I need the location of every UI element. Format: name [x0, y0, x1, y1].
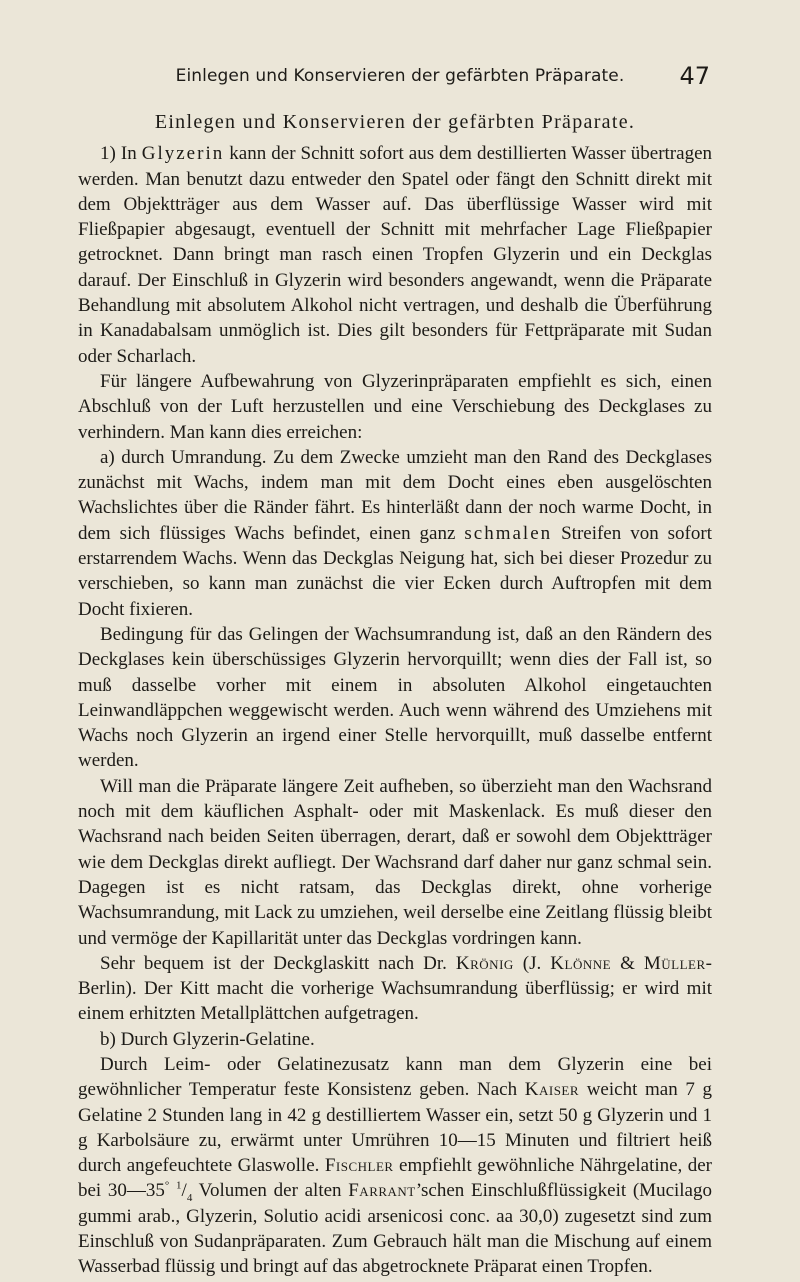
- paragraph-lack: Will man die Präparate längere Zeit aufheben, so überzieht man den Wachsrand noch mit dem käuflichen Asphalt- oder mit Maskenlack. Es muß dieser den Wachsrand nach beiden Seiten überragen, derart, daß er sowohl dem Objektträger wie dem Deckglas direkt aufliegt. Der Wachsrand darf daher nur ganz schmal sein. Dagegen ist es nicht ratsam, das Deckglas direkt, ohne vorherige Wachsumrandung, mit Lack zu umziehen, weil derselbe eine Zeitlang flüssig bleibt und vermöge der Kapillarität unter das Deckglas vordringen kann.: [78, 775, 712, 949]
- author-name: Farrant: [348, 1180, 416, 1202]
- fraction-denominator: 4: [186, 1192, 193, 1205]
- paragraph-glyzerin: [78, 141, 712, 369]
- author-name: Müller: [643, 952, 706, 974]
- section-title: Einlegen und Konservieren der gefärbten Präparate.: [154, 111, 636, 133]
- author-name: Krönig: [455, 952, 514, 974]
- paragraph-gelatine: Durch Leim- oder Gelatinezusatz kann man dem Glyzerin eine bei gewöhnlicher Temperatur feste Konsistenz geben. Nach Kaiser weicht man 7 g Gelatine 2 Stunden lang in 42 g destilliertem Wasser ein, setzt 50 g Glyzerin und 1 g Karbolsäure zu, erwärmt unter Umrühren 10—15 Minuten und filtriert heiß durch angefeuchtete Glaswolle. Fischler empfiehlt gewöhnliche Nährgelatine, der bei 30—35° $^1/_4$ Volumen der alten Farrant’schen Einschlußflüssigkeit (Mucilago gummi arab., Glyzerin, Solutio acidi arsenicosi conc. aa 30,0) zugesetzt sind zum Einschluß von Sudanpräparaten. Zum Gebrauch hält man die Mischung auf einem Wasserbad flüssig und bringt auf das abgetrocknete Präparat einen Tropfen.: [78, 1053, 713, 1278]
- paragraph-text: weicht man 7 g Gelatine 2 Stunden lang in 42 g destilliertem Wasser ein, setzt 50 g Glyzerin und 1 g Karbolsäure zu, erwärmt unter Umrühren 10—15 Minuten und filtriert heiß durch angefeuchtete Glaswolle.: [78, 1079, 713, 1177]
- author-name: Kaiser: [524, 1079, 580, 1101]
- paragraph-text: (J.: [513, 952, 551, 974]
- degree-sign: °: [164, 1180, 170, 1193]
- fraction-numerator: 1: [176, 1180, 182, 1193]
- emphasized-term: schmalen: [464, 522, 553, 544]
- paragraph-text: -Berlin). Der Kitt macht die vorherige Wachsumrandung überflüssig; er wird mit einem erhitzten Metallplättchen aufgetragen.: [78, 952, 712, 1025]
- paragraph-bedingung: Bedingung für das Gelingen der Wachsumrandung ist, daß an den Rändern des Deckglases kein überschüssiges Glyzerin hervorquillt; wenn dies der Fall ist, so muß dasselbe vorher mit einem in absoluten Alkohol eingetauchten Leinwandläppchen weggewischt werden. Auch wenn während des Umziehens mit Wachs noch Glyzerin an irgend einer Stelle hervorquillt, muß dasselbe entfernt werden.: [78, 623, 712, 772]
- paragraph-text: 1) In: [100, 143, 142, 165]
- page-number: 47: [679, 62, 710, 90]
- paragraph-text: ’schen Einschlußflüssigkeit (Mucilago gummi arab., Glyzerin, Solutio acidi arsenicosi conc. aa 30,0) zugesetzt sind zum Einschluß von Sudanpräparaten. Zum Gebrauch hält man die Mischung auf einem Wasserbad flüssig und bringt auf das abgetrocknete Präparat einen Tropfen.: [78, 1180, 712, 1278]
- paragraph-text: empfiehlt gewöhnliche Nährgelatine, der bei 30—35: [78, 1155, 712, 1202]
- paragraph-aufbewahrung: Für längere Aufbewahrung von Glyzerinpräparaten empfiehlt es sich, einen Abschluß von der Luft herzustellen und eine Verschiebung des Deckglases zu verhindern. Man kann dies erreichen:: [78, 370, 712, 443]
- page-header: [150, 62, 710, 96]
- paragraph-deckglaskitt: [78, 951, 712, 1027]
- paragraph-text: Volumen der alten: [192, 1180, 349, 1202]
- paragraph-text: kann der Schnitt sofort aus dem destillierten Wasser übertragen werden. Man benutzt dazu entweder den Spatel oder fängt den Schnitt direkt mit dem Objektträger aus dem Wasser auf. Das überflüssige Wasser wird mit Fließpapier abgesaugt, eventuell der Schnitt mit mehrfacher Lage Fließpapier getrocknet. Dann bringt man rasch einen Tropfen Glyzerin und ein Deckglas darauf. Der Einschluß in Glyzerin wird besonders angewandt, wenn die Präparate Behandlung mit absolutem Alkohol nicht vertragen, und deshalb die Überführung in Kanadabalsam unmöglich ist. Dies gilt besonders für Fettpräparate mit Sudan oder Scharlach.: [78, 143, 713, 367]
- paragraph-subheading-b: b) Durch Glyzerin-Gelatine.: [100, 1028, 315, 1050]
- paragraph-umrandung: [78, 445, 712, 622]
- author-name: Fischler: [324, 1155, 394, 1177]
- paragraph-text: Durch Leim- oder Gelatinezusatz kann man dem Glyzerin eine bei gewöhnlicher Temperatur feste Konsistenz geben. Nach: [78, 1053, 712, 1101]
- body-text: [78, 110, 712, 1280]
- paragraph-text: a) durch Umrandung. Zu dem Zwecke umzieht man den Rand des Deckglases zunächst mit Wachs, indem man mit dem Docht eines eben ausgelöschten Wachslichtes über die Ränder fährt. Es hinterläßt dann der noch warme Docht, in dem sich flüssiges Wachs befindet, einen ganz: [78, 446, 712, 544]
- running-head: Einlegen und Konservieren der gefärbten Präparate.: [175, 66, 625, 86]
- paragraph-text: &: [611, 952, 644, 974]
- paragraph-text: Sehr bequem ist der Deckglaskitt nach Dr.: [100, 952, 456, 974]
- author-name: Klönne: [550, 952, 612, 974]
- emphasized-term: Glyzerin: [141, 143, 225, 165]
- paragraph-text: Streifen von sofort erstarrendem Wachs. Wenn das Deckglas Neigung hat, sich bei dieser Prozedur zu verschieben, so kann man zunächst die vier Ecken durch Auftropfen mit dem Docht fixieren.: [78, 522, 712, 620]
